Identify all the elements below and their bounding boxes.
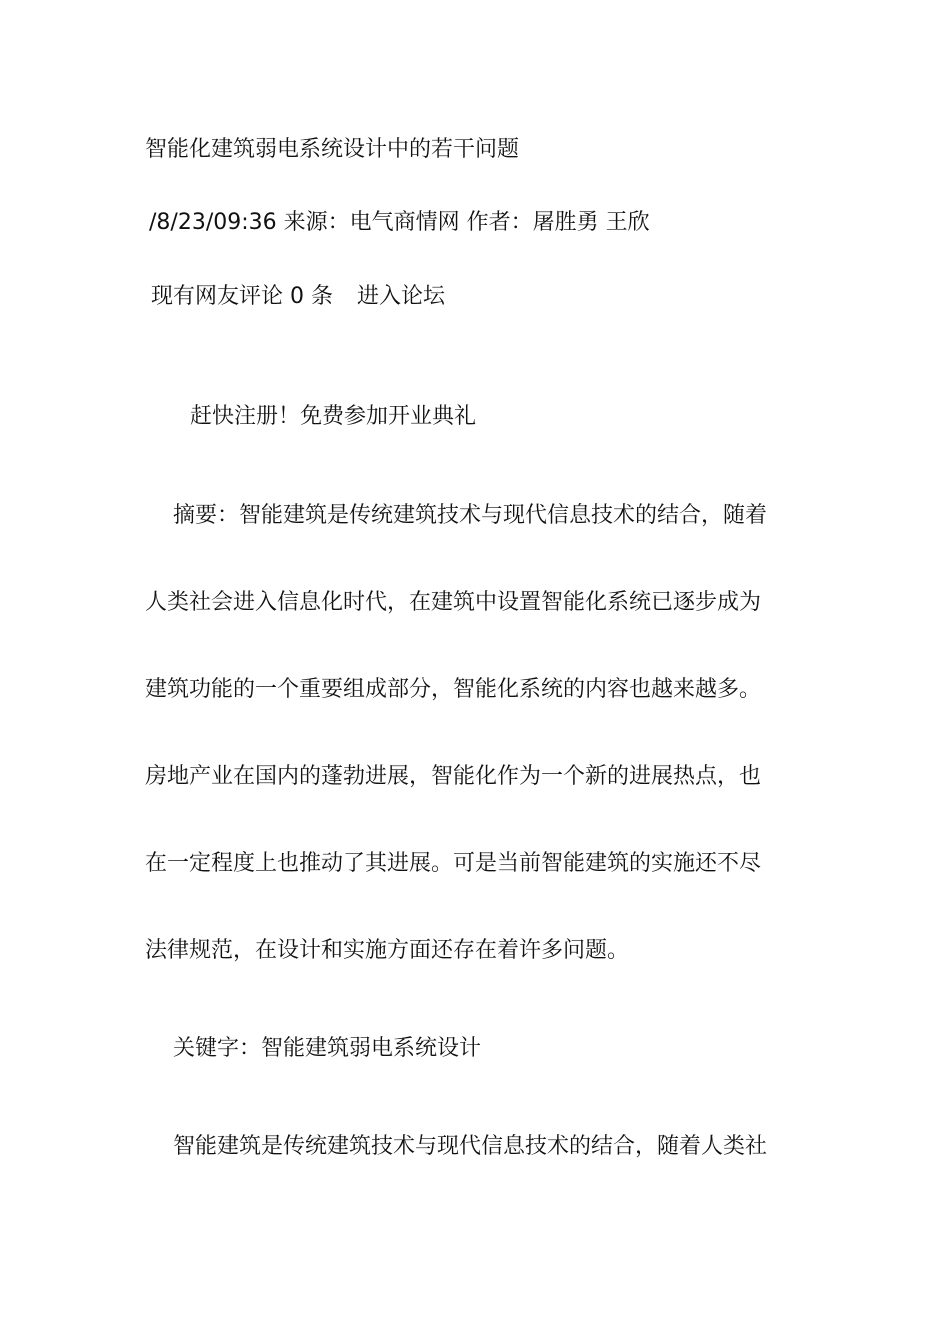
abstract-line: 建筑功能的一个重要组成部分，智能化系统的内容也越来越多。: [145, 677, 762, 702]
forum-link[interactable]: 进入论坛: [356, 284, 445, 309]
abstract-line: 法律规范，在设计和实施方面还存在着许多问题。: [145, 938, 630, 963]
keywords-line: 关键字：智能建筑弱电系统设计: [173, 1036, 482, 1061]
article-title: 智能化建筑弱电系统设计中的若干问题: [145, 137, 520, 162]
body-line: 智能建筑是传统建筑技术与现代信息技术的结合，随着人类社: [173, 1134, 768, 1159]
register-promo-link[interactable]: 赶快注册！免费参加开业典礼: [190, 404, 477, 429]
abstract-line: 人类社会进入信息化时代，在建筑中设置智能化系统已逐步成为: [145, 590, 762, 615]
comment-count-text: 现有网友评论 0 条: [151, 284, 333, 309]
abstract-line: 摘要：智能建筑是传统建筑技术与现代信息技术的结合，随着: [173, 503, 768, 528]
article-meta: /8/23/09:36 来源：电气商情网 作者：屠胜勇 王欣: [149, 210, 650, 235]
abstract-line: 房地产业在国内的蓬勃进展，智能化作为一个新的进展热点，也: [145, 764, 762, 789]
abstract-line: 在一定程度上也推动了其进展。可是当前智能建筑的实施还不尽: [145, 851, 762, 876]
comments-row: [151, 282, 445, 312]
